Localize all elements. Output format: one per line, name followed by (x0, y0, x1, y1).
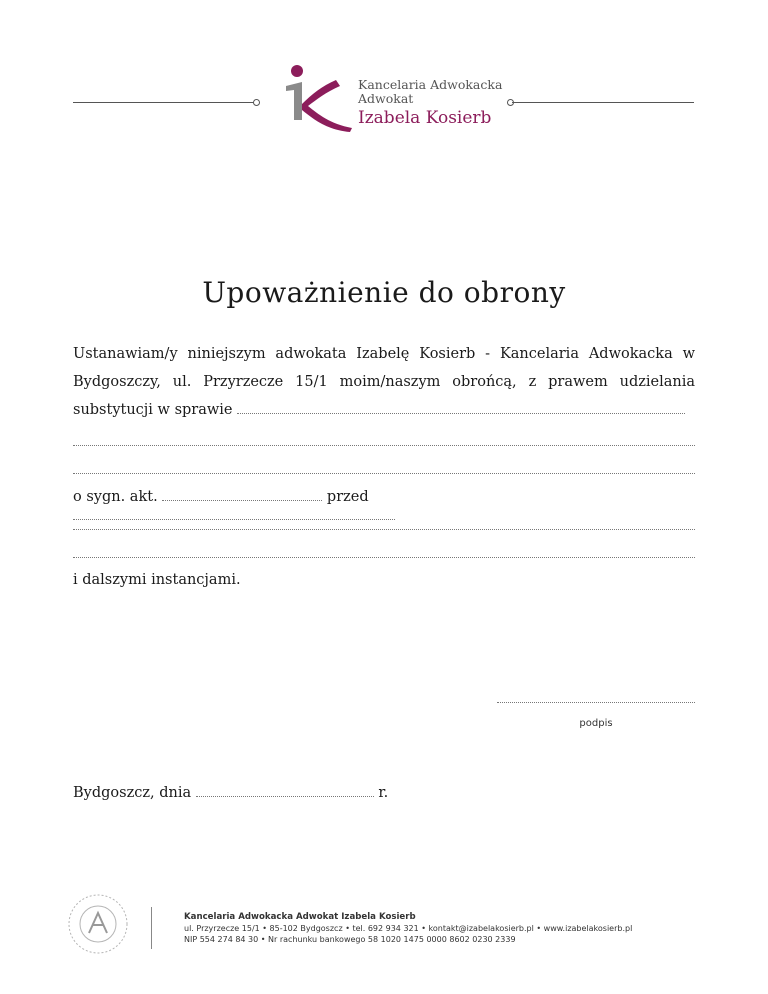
date-field[interactable] (196, 782, 374, 797)
header-rule-left (73, 102, 255, 103)
firm-name: Izabela Kosierb (358, 108, 492, 128)
bar-association-seal-icon (67, 893, 129, 955)
sygn-field[interactable] (162, 486, 322, 501)
footer-address-line: ul. Przyrzecze 15/1 • 85-102 Bydgoszcz • tel. 692 934 321 • kontakt@izabelakosierb.pl • www.izabelakosierb.pl (184, 924, 633, 933)
footer-account-line: NIP 554 274 84 30 • Nr rachunku bankowego 58 1020 1475 0000 8602 0230 2339 (184, 935, 516, 944)
document-title: Upoważnienie do obrony (202, 276, 566, 309)
case-field-line[interactable] (73, 473, 695, 474)
court-field-line[interactable] (73, 557, 695, 558)
przed-field[interactable] (73, 505, 395, 520)
footer-contact (184, 911, 632, 945)
footer-firm-name: Kancelaria Adwokacka Adwokat Izabela Kosierb (184, 912, 416, 922)
closing-text: i dalszymi instancjami. (73, 572, 241, 588)
signature-label: podpis (579, 718, 613, 729)
place-date-label: Bydgoszcz, dnia (73, 785, 192, 801)
firm-logo-text (358, 78, 502, 129)
signature-field[interactable] (497, 702, 695, 703)
header-rule-right (512, 102, 694, 103)
rule-end-dot (253, 99, 260, 106)
court-field-line[interactable] (73, 529, 695, 530)
przed-label: przed (326, 489, 369, 505)
case-field-line[interactable] (73, 445, 695, 446)
footer-divider (151, 907, 152, 949)
authorization-paragraph (73, 340, 695, 424)
firm-line2: Adwokat (358, 91, 414, 106)
sygn-label: o sygn. akt. (73, 489, 158, 505)
sygn-row (73, 486, 695, 506)
firm-logo-icon (280, 64, 355, 132)
letterhead (0, 0, 768, 140)
place-date-row (73, 782, 695, 802)
date-suffix: r. (378, 785, 389, 801)
case-field[interactable] (237, 399, 685, 414)
firm-line1: Kancelaria Adwokacka (358, 77, 503, 92)
paragraph-text: Ustanawiam/y niniejszym adwokata Izabelę Kosierb - Kancelaria Adwokacka w Bydgoszczy, ul. Przyrzecze 15/1 moim/naszym obrońcą, z prawem udzielania substytucji w sprawie (73, 346, 695, 418)
